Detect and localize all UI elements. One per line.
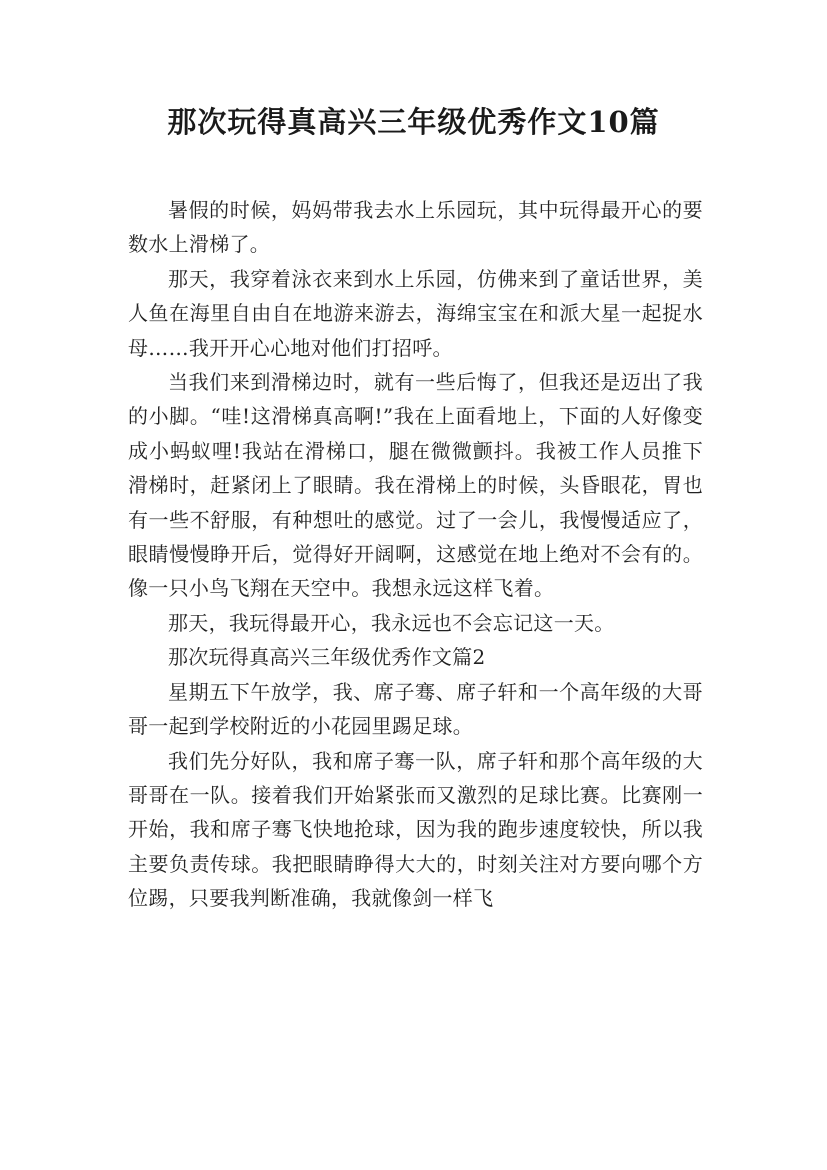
section-heading-2: 那次玩得真高兴三年级优秀作文篇2 bbox=[168, 645, 486, 670]
paragraph-1: 暑假的时候，妈妈带我去水上乐园玩，其中玩得最开心的要数水上滑梯了。 bbox=[128, 198, 703, 257]
paragraph-6: 我们先分好队，我和席子骞一队，席子轩和那个高年级的大哥哥在一队。接着我们开始紧张而又激烈的足球比赛。比赛刚一开始，我和席子骞飞快地抢球，因为我的跑步速度较快，所以我主要负责传球。我把眼睛睁得大大的，时刻关注对方要向哪个方位踢，只要我判断准确，我就像剑一样飞 bbox=[128, 748, 703, 911]
document-title: 那次玩得真高兴三年级优秀作文10篇 bbox=[167, 105, 660, 139]
paragraph-4: 那天，我玩得最开心，我永远也不会忘记这一天。 bbox=[168, 610, 615, 635]
document-body bbox=[128, 193, 703, 916]
paragraph-5: 星期五下午放学，我、席子骞、席子轩和一个高年级的大哥哥一起到学校附近的小花园里踢足球。 bbox=[128, 679, 703, 739]
paragraph-3: 当我们来到滑梯边时，就有一些后悔了，但我还是迈出了我的小脚。“哇!这滑梯真高啊!”我在上面看地上，下面的人好像变成小蚂蚁哩!我站在滑梯口，腿在微微颤抖。我被工作人员推下滑梯时，赶紧闭上了眼睛。我在滑梯上的时候，头昏眼花，胃也有一些不舒服，有种想吐的感觉。过了一会儿，我慢慢适应了，眼睛慢慢睁开后，觉得好开阔啊，这感觉在地上绝对不会有的。像一只小鸟飞翔在天空中。我想永远这样飞着。 bbox=[128, 370, 703, 601]
paragraph-2: 那天，我穿着泳衣来到水上乐园，仿佛来到了童话世界，美人鱼在海里自由自在地游来游去，海绵宝宝在和派大星一起捉水母……我开开心心地对他们打招呼。 bbox=[128, 266, 703, 360]
